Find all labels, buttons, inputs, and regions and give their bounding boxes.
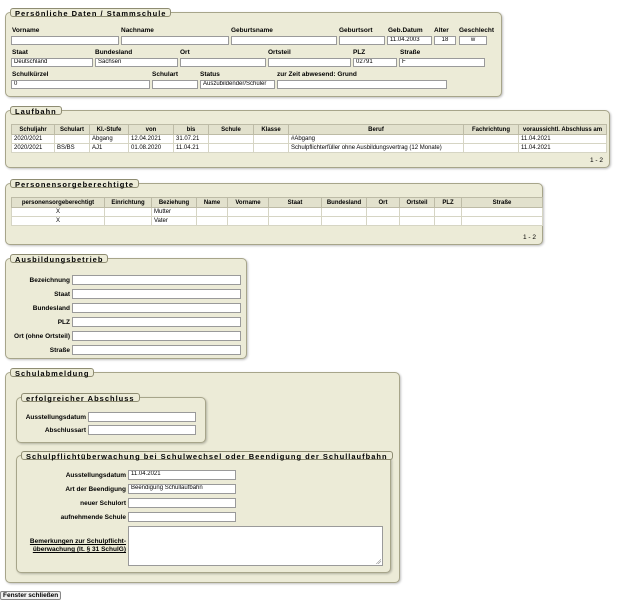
cell: BS/BS bbox=[55, 144, 90, 153]
label-bemerkungen-2: überwachung (lt. § 31 SchulG) bbox=[32, 546, 126, 553]
label-ort: Ort bbox=[180, 49, 190, 56]
label-abwesend: zur Zeit abwesend: Grund bbox=[277, 71, 357, 78]
cell bbox=[322, 217, 367, 226]
pflicht-legend: Schulpflichtüberwachung bei Schulwechsel oder Beendigung der Schullaufbahn bbox=[21, 451, 393, 460]
cell: #Abgang bbox=[289, 135, 464, 144]
label-vorname: Vorname bbox=[12, 27, 40, 34]
geb-datum-input[interactable]: 11.04.2003 bbox=[387, 36, 432, 45]
col-plz[interactable]: PLZ bbox=[435, 198, 462, 208]
label-bezeichnung: Bezeichnung bbox=[29, 277, 70, 284]
label-plz: PLZ bbox=[353, 49, 366, 56]
cell bbox=[254, 144, 289, 153]
cell bbox=[228, 217, 269, 226]
cell: 2020/2021 bbox=[12, 135, 55, 144]
label-staat: Staat bbox=[54, 291, 70, 298]
geburtsort-input[interactable] bbox=[339, 36, 385, 45]
cell bbox=[55, 135, 90, 144]
label-bundesland: Bundesland bbox=[95, 49, 133, 56]
cell bbox=[400, 208, 435, 217]
cell bbox=[105, 217, 152, 226]
cell bbox=[269, 217, 322, 226]
sorge-header-row bbox=[12, 198, 543, 208]
cell: AJ1 bbox=[90, 144, 129, 153]
label-nachname: Nachname bbox=[121, 27, 154, 34]
laufbahn-legend: Laufbahn bbox=[10, 106, 62, 115]
cell: X bbox=[12, 217, 105, 226]
ort-input[interactable] bbox=[180, 58, 266, 67]
laufbahn-section bbox=[5, 107, 610, 168]
cell: 01.08.2020 bbox=[129, 144, 174, 153]
label-schulkuerzel: Schulkürzel bbox=[12, 71, 49, 78]
label-geb-datum: Geb.Datum bbox=[388, 27, 423, 34]
col-beziehung[interactable]: Beziehung bbox=[152, 198, 197, 208]
col-fachrichtung[interactable]: Fachrichtung bbox=[464, 125, 519, 135]
betrieb-ort-input[interactable] bbox=[72, 331, 241, 341]
cell bbox=[435, 208, 462, 217]
col-personensorgeberechtigt[interactable]: personensorgeberechtigt bbox=[12, 198, 105, 208]
cell bbox=[197, 208, 228, 217]
ortsteil-input[interactable] bbox=[268, 58, 351, 67]
table-row[interactable] bbox=[12, 217, 543, 226]
betrieb-strasse-input[interactable] bbox=[72, 345, 241, 355]
label-geschlecht: Geschlecht bbox=[459, 27, 495, 34]
cell bbox=[197, 217, 228, 226]
label-strasse: Straße bbox=[400, 49, 421, 56]
cell: 31.07.21 bbox=[174, 135, 209, 144]
sorge-legend: Personensorgeberechtigte bbox=[10, 179, 139, 188]
label-abschlussart: Abschlussart bbox=[44, 427, 86, 434]
cell bbox=[105, 208, 152, 217]
art-der-beendigung-input[interactable]: Beendigung Schullaufbahn bbox=[128, 484, 236, 494]
plz-input[interactable]: 02791 bbox=[353, 58, 397, 67]
table-row[interactable] bbox=[12, 208, 543, 217]
cell bbox=[209, 135, 254, 144]
label-ausstellungsdatum: Ausstellungsdatum bbox=[25, 414, 86, 421]
strasse-input[interactable]: F bbox=[399, 58, 485, 67]
cell bbox=[435, 217, 462, 226]
alter-input[interactable]: 18 bbox=[434, 36, 456, 45]
laufbahn-header-row bbox=[12, 125, 607, 135]
cell: 11.04.2021 bbox=[519, 135, 607, 144]
cell bbox=[464, 144, 519, 153]
bezeichnung-input[interactable] bbox=[72, 275, 241, 285]
cell bbox=[254, 135, 289, 144]
cell bbox=[400, 217, 435, 226]
col-beruf[interactable]: Beruf bbox=[289, 125, 464, 135]
label-aufnehmende-schule: aufnehmende Schule bbox=[60, 514, 126, 521]
betrieb-legend: Ausbildungsbetrieb bbox=[10, 254, 108, 263]
cell bbox=[322, 208, 367, 217]
cell bbox=[209, 144, 254, 153]
cell bbox=[464, 135, 519, 144]
col-schuljahr[interactable]: Schuljahr bbox=[12, 125, 55, 135]
cell: 11.04.21 bbox=[174, 144, 209, 153]
label-bundesland: Bundesland bbox=[32, 305, 70, 312]
schulart-input[interactable] bbox=[152, 80, 198, 89]
label-geburtsname: Geburtsname bbox=[231, 27, 273, 34]
neuer-schulort-input[interactable] bbox=[128, 498, 236, 508]
col-bis[interactable]: bis bbox=[174, 125, 209, 135]
label-ort-ohne-ortsteil: Ort (ohne Ortsteil) bbox=[14, 333, 70, 340]
betrieb-bundesland-input[interactable] bbox=[72, 303, 241, 313]
label-staat: Staat bbox=[12, 49, 28, 56]
label-geburtsort: Geburtsort bbox=[339, 27, 373, 34]
personal-data-section bbox=[5, 9, 502, 97]
label-strasse: Straße bbox=[49, 347, 70, 354]
col-staat[interactable]: Staat bbox=[269, 198, 322, 208]
laufbahn-table bbox=[11, 124, 607, 153]
cell bbox=[367, 217, 400, 226]
col-abschluss[interactable]: voraussichtl. Abschluss am bbox=[519, 125, 607, 135]
betrieb-plz-input[interactable] bbox=[72, 317, 241, 327]
col-ort[interactable]: Ort bbox=[367, 198, 400, 208]
resize-handle-icon[interactable] bbox=[376, 559, 381, 564]
pflicht-subsection bbox=[16, 452, 391, 573]
nachname-input[interactable] bbox=[121, 36, 229, 45]
cell: X bbox=[12, 208, 105, 217]
label-bemerkungen-1: Bemerkungen zur Schulpflicht- bbox=[29, 538, 126, 545]
col-schulart[interactable]: Schulart bbox=[55, 125, 90, 135]
personal-data-legend: Persönliche Daten / Stammschule bbox=[10, 8, 171, 17]
erfolg-subsection bbox=[16, 394, 206, 443]
sorge-pager: 1 - 2 bbox=[522, 234, 536, 241]
abmeldung-section bbox=[5, 369, 400, 583]
sorge-table bbox=[11, 197, 543, 226]
cell: 11.04.2021 bbox=[519, 144, 607, 153]
col-kl-stufe[interactable]: Kl.-Stufe bbox=[90, 125, 129, 135]
geburtsname-input[interactable] bbox=[231, 36, 337, 45]
label-ausstellungsdatum: Ausstellungsdatum bbox=[65, 472, 126, 479]
label-ortsteil: Ortsteil bbox=[268, 49, 291, 56]
label-plz: PLZ bbox=[57, 319, 70, 326]
bemerkungen-textarea[interactable] bbox=[128, 526, 383, 566]
label-status: Status bbox=[200, 71, 220, 78]
laufbahn-pager: 1 - 2 bbox=[589, 157, 603, 164]
col-strasse[interactable]: Straße bbox=[462, 198, 543, 208]
cell: Vater bbox=[152, 217, 197, 226]
col-von[interactable]: von bbox=[129, 125, 174, 135]
cell bbox=[228, 208, 269, 217]
cell bbox=[269, 208, 322, 217]
cell bbox=[367, 208, 400, 217]
col-bundesland[interactable]: Bundesland bbox=[322, 198, 367, 208]
status-input[interactable]: Auszubildender/Schüler bbox=[200, 80, 275, 89]
label-neuer-schulort: neuer Schulort bbox=[80, 500, 126, 507]
bundesland-input[interactable]: Sachsen bbox=[95, 58, 178, 67]
erfolg-ausstellungsdatum-input[interactable] bbox=[88, 412, 196, 422]
betrieb-staat-input[interactable] bbox=[72, 289, 241, 299]
cell bbox=[462, 217, 543, 226]
col-name[interactable]: Name bbox=[197, 198, 228, 208]
cell: 2020/2021 bbox=[12, 144, 55, 153]
cell: Schulpflichterfüller ohne Ausbildungsvertrag (12 Monate) bbox=[289, 144, 464, 153]
col-einrichtung[interactable]: Einrichtung bbox=[105, 198, 152, 208]
table-row[interactable] bbox=[12, 144, 607, 153]
cell bbox=[462, 208, 543, 217]
col-vorname[interactable]: Vorname bbox=[228, 198, 269, 208]
label-alter: Alter bbox=[434, 27, 449, 34]
sorge-section bbox=[5, 180, 543, 245]
betrieb-section bbox=[5, 255, 247, 359]
abschlussart-input[interactable] bbox=[88, 425, 196, 435]
cell: 12.04.2021 bbox=[129, 135, 174, 144]
cell: Mutter bbox=[152, 208, 197, 217]
label-art-der-beendigung: Art der Beendigung bbox=[65, 486, 126, 493]
label-schulart: Schulart bbox=[152, 71, 179, 78]
col-ortsteil[interactable]: Ortsteil bbox=[400, 198, 435, 208]
aufnehmende-schule-input[interactable] bbox=[128, 512, 236, 522]
staat-input[interactable]: Deutschland bbox=[11, 58, 93, 67]
schulkuerzel-input[interactable]: 0 bbox=[11, 80, 150, 89]
col-klasse[interactable]: Klasse bbox=[254, 125, 289, 135]
vorname-input[interactable] bbox=[11, 36, 119, 45]
abmeldung-legend: Schulabmeldung bbox=[10, 368, 94, 377]
cell: Abgang bbox=[90, 135, 129, 144]
abwesend-grund-input[interactable] bbox=[277, 80, 447, 89]
table-row[interactable] bbox=[12, 135, 607, 144]
erfolg-legend: erfolgreicher Abschluss bbox=[21, 393, 140, 402]
col-schule[interactable]: Schule bbox=[209, 125, 254, 135]
close-window-button[interactable]: Fenster schließen bbox=[0, 591, 61, 600]
pflicht-ausstellungsdatum-input[interactable]: 11.04.2021 bbox=[128, 470, 236, 480]
geschlecht-input[interactable]: w bbox=[459, 36, 487, 45]
